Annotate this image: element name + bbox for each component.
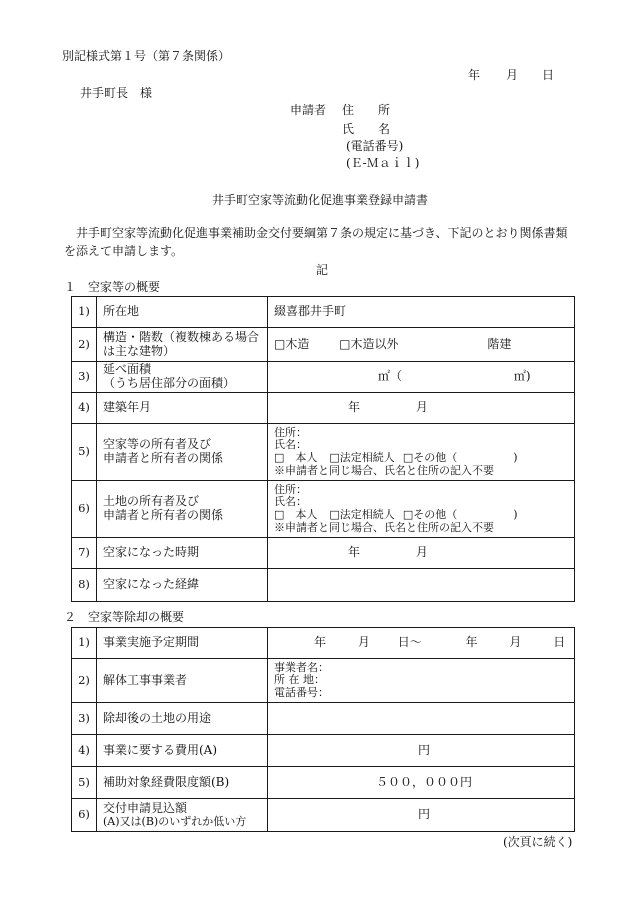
- row-label: [97, 481, 268, 538]
- table-row: [72, 569, 575, 602]
- row-number: 3): [72, 703, 97, 735]
- form-number: 別記様式第１号（第７条関係）: [62, 49, 231, 63]
- yen-unit: 円: [417, 742, 430, 757]
- row-number: 2): [72, 659, 97, 703]
- document-title: 井手町空家等流動化促進事業登録申請書: [212, 193, 429, 207]
- end-year: 年: [465, 635, 478, 650]
- applicant-label: 申請者: [290, 103, 327, 117]
- row-label: 所在地: [97, 297, 268, 328]
- row-number: 8): [72, 569, 97, 602]
- close-paren: ): [513, 508, 518, 521]
- date-year: 年: [468, 68, 481, 82]
- vacancy-date-value[interactable]: [268, 538, 575, 569]
- addressee: 井手町長 様: [80, 86, 153, 100]
- end-month: 月: [509, 635, 522, 650]
- row-label: 事業実施予定期間: [97, 628, 268, 659]
- section1-table: [71, 296, 575, 602]
- applicant-address-label: 住 所: [342, 103, 391, 117]
- contractor-phone-field[interactable]: 電話番号：: [274, 685, 329, 699]
- structure-value: [268, 328, 575, 362]
- table-row: [72, 328, 575, 362]
- start-day: 日～: [397, 635, 422, 650]
- row-label: [97, 424, 268, 481]
- row-label: 空家になった経緯: [97, 569, 268, 602]
- start-month: 月: [357, 635, 370, 650]
- checkbox-self[interactable]: □ 本人: [274, 508, 318, 521]
- row-label: 解体工事事業者: [97, 659, 268, 703]
- limit-amount-value: [268, 767, 575, 799]
- month-label: 月: [415, 400, 428, 415]
- row-number: 7): [72, 538, 97, 569]
- label-line: （うち居住部分の面積）: [103, 376, 236, 390]
- row-number: 1): [72, 628, 97, 659]
- row-number: 4): [72, 393, 97, 424]
- table-row: [72, 481, 575, 538]
- label-line: は主な建物）: [103, 343, 176, 358]
- relationship-options: [274, 452, 574, 465]
- applicant-email-label: (Ｅ-Ｍａｉｌ): [346, 156, 420, 170]
- owner-name-field[interactable]: 氏名：: [274, 438, 307, 452]
- project-period-value[interactable]: [268, 628, 575, 659]
- contractor-value: [268, 659, 575, 703]
- built-date-value[interactable]: [268, 393, 575, 424]
- row-label: 建築年月: [97, 393, 268, 424]
- expected-grant-value[interactable]: [268, 799, 575, 832]
- area-unit-residential: ㎡): [513, 369, 531, 384]
- owner-address-field[interactable]: 住所：: [274, 425, 307, 439]
- checkbox-self[interactable]: □ 本人: [274, 451, 318, 464]
- applicant-phone-label: (電話番号): [346, 139, 404, 153]
- table-row: [72, 297, 575, 328]
- checkbox-other[interactable]: □その他（: [402, 508, 458, 521]
- contractor-name-field[interactable]: 事業者名：: [274, 660, 329, 674]
- checkbox-heir[interactable]: □法定相続人: [329, 508, 395, 521]
- owner-name-field[interactable]: 氏名：: [274, 495, 307, 509]
- vacancy-reason-value[interactable]: [268, 569, 575, 602]
- location-value[interactable]: 綴喜郡井手町: [268, 297, 575, 328]
- year-label: 年: [348, 400, 361, 415]
- table-row: [72, 799, 575, 832]
- row-number: 6): [72, 799, 97, 832]
- relationship-options: [274, 509, 574, 522]
- checkbox-other[interactable]: □その他（: [402, 451, 458, 464]
- area-unit-total: ㎡（: [378, 369, 403, 384]
- continued-note: (次頁に続く): [503, 835, 573, 849]
- year-label: 年: [348, 545, 361, 560]
- row-number: 2): [72, 328, 97, 362]
- limit-amount: ５００，０００円: [375, 774, 472, 789]
- row-label: [97, 362, 268, 393]
- land-owner-value: [268, 481, 575, 538]
- owner-address-field[interactable]: 住所：: [274, 482, 307, 496]
- label-line: 交付申請見込額: [103, 800, 188, 815]
- checkbox-heir[interactable]: □法定相続人: [329, 451, 395, 464]
- row-number: 3): [72, 362, 97, 393]
- close-paren: ): [513, 451, 518, 464]
- label-line: 申請者と所有者の関係: [103, 508, 224, 522]
- note-text: ※申請者と同じ場合、氏名と住所の記入不要: [274, 520, 494, 534]
- area-value[interactable]: [268, 362, 575, 393]
- row-label: [97, 328, 268, 362]
- label-line: 空家等の所有者及び: [103, 437, 212, 452]
- row-label: 補助対象経費限度額(B): [97, 767, 268, 799]
- label-line: 構造・階数（複数棟ある場合: [103, 329, 260, 344]
- section2-heading: ２ 空家等除却の概要: [64, 610, 185, 624]
- building-owner-value: [268, 424, 575, 481]
- row-label: 空家になった時期: [97, 538, 268, 569]
- row-number: 1): [72, 297, 97, 328]
- label-line: 申請者と所有者の関係: [103, 451, 224, 465]
- row-label: 事業に要する費用(A): [97, 735, 268, 767]
- section2-table: [71, 627, 575, 832]
- yen-unit: 円: [417, 807, 430, 822]
- row-number: 4): [72, 735, 97, 767]
- row-label: [97, 799, 268, 832]
- table-row: [72, 393, 575, 424]
- table-row: [72, 424, 575, 481]
- checkbox-wood[interactable]: □木造: [274, 336, 310, 351]
- date-day: 日: [542, 68, 555, 82]
- table-row: [72, 538, 575, 569]
- applicant-name-label: 氏 名: [342, 122, 391, 136]
- section1-heading: １ 空家等の概要: [64, 280, 161, 294]
- land-use-value[interactable]: [268, 703, 575, 735]
- label-line: (A)又は(B)のいずれか低い方: [103, 814, 247, 828]
- row-number: 5): [72, 767, 97, 799]
- table-row: [72, 362, 575, 393]
- note-text: ※申請者と同じ場合、氏名と住所の記入不要: [274, 463, 494, 477]
- start-year: 年: [314, 635, 327, 650]
- body-text: [64, 224, 579, 260]
- label-line: 延べ面積: [103, 362, 152, 377]
- floors-label: 階建: [487, 336, 512, 351]
- checkbox-non-wood[interactable]: □木造以外: [339, 336, 399, 351]
- end-day: 日: [553, 635, 566, 650]
- table-row: [72, 735, 575, 767]
- table-row: [72, 703, 575, 735]
- row-number: 5): [72, 424, 97, 481]
- table-row: [72, 628, 575, 659]
- table-row: [72, 767, 575, 799]
- row-number: 6): [72, 481, 97, 538]
- body-text-content: 井手町空家等流動化促進事業補助金交付要綱第７条の規定に基づき、下記のとおり関係書類を添えて申請します。: [64, 226, 568, 258]
- label-line: 土地の所有者及び: [103, 494, 200, 509]
- table-row: [72, 659, 575, 703]
- ki-label: 記: [316, 263, 329, 277]
- row-label: 除却後の土地の用途: [97, 703, 268, 735]
- project-cost-value[interactable]: [268, 735, 575, 767]
- month-label: 月: [415, 545, 428, 560]
- contractor-address-field[interactable]: 所 在 地：: [274, 673, 325, 687]
- date-month: 月: [506, 68, 519, 82]
